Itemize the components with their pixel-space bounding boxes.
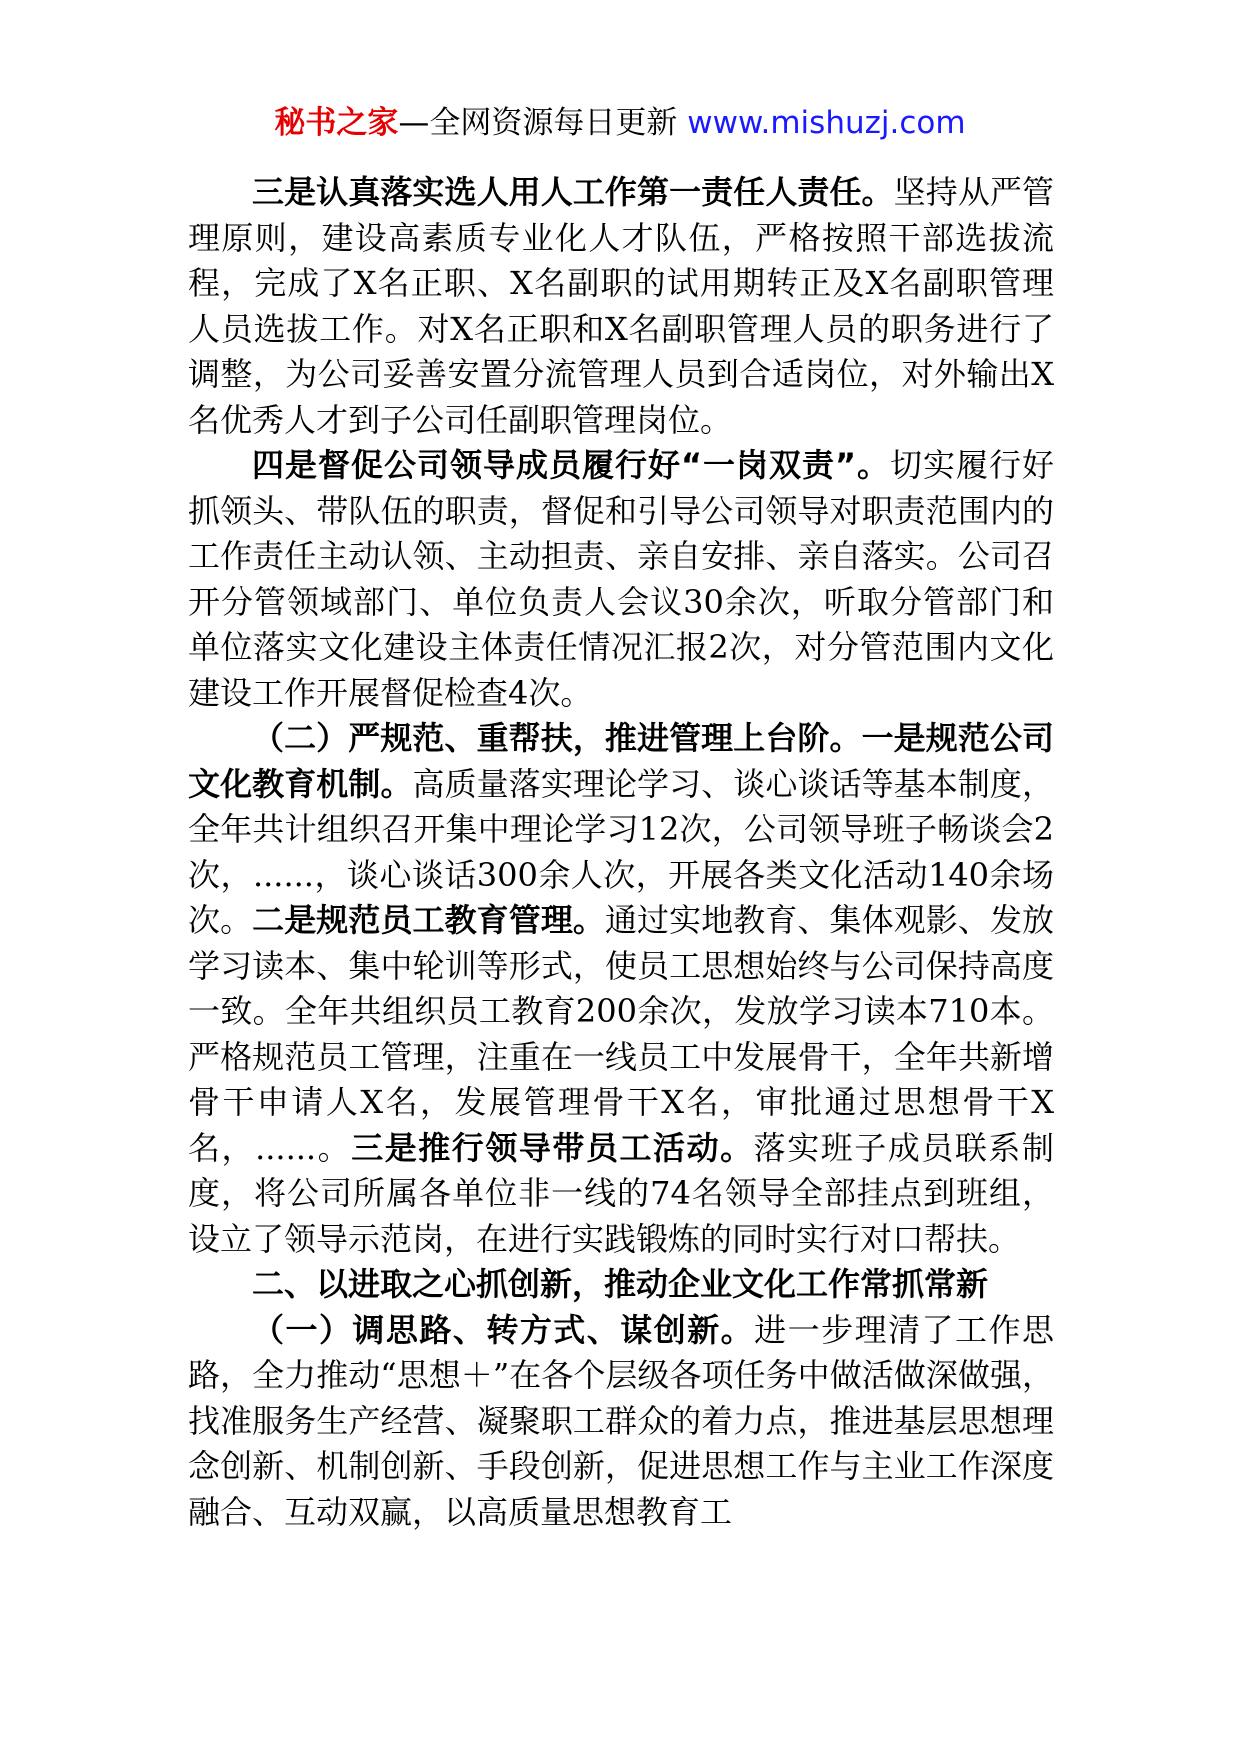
- section-heading: 二、以进取之心抓创新，推动企业文化工作常抓常新: [252, 1265, 989, 1303]
- paragraph-responsibility: [188, 170, 1054, 443]
- paragraph-text: 高质量落实理论学习、谈心谈话等基本制度，全年共计组织召开集中理论学习12次，公司领导班子畅谈会2次，......，谈心谈话300余人次，开展各类文化活动140余场次。: [188, 764, 1054, 939]
- site-url-link[interactable]: www.mishuzj.com: [687, 105, 966, 141]
- page-header: [0, 100, 1240, 146]
- paragraph-text: 进一步理清了工作思路，全力推动“思想＋”在各个层级各项任务中做活做深做强，找准服务生产经营、凝聚职工群众的着力点，推进基层思想理念创新、机制创新、手段创新，促进思想工作与主业工作深度融合、互动双赢，以高质量思想教育工: [188, 1310, 1054, 1531]
- paragraph-lead: 二是规范员工教育管理。: [252, 901, 605, 939]
- paragraph-lead: （二）严规范、重帮扶，推进管理上台阶。一是规范公司文化教育机制。: [188, 719, 1054, 803]
- paragraph-lead: 三是推行领导带员工活动。: [351, 1128, 754, 1167]
- paragraph-text: 坚持从严管理原则，建设高素质专业化人才队伍，严格按照干部选拔流程，完成了X名正职、X名副职的试用期转正及X名副职管理人员选拔工作。对X名正职和X名副职管理人员的职务进行了调整，为公司妥善安置分流管理人员到合适岗位，对外输出X名优秀人才到子公司任副职管理岗位。: [188, 173, 1054, 439]
- paragraph-lead: 三是认真落实选人用人工作第一责任人责任。: [252, 173, 894, 211]
- paragraph-text: 通过实地教育、集体观影、发放学习读本、集中轮训等形式，使员工思想始终与公司保持高度一致。全年共组织员工教育200余次，发放学习读本710本。严格规范员工管理，注重在一线员工中发展骨干，全年共新增骨干申请人X名，发展管理骨干X名，审批通过思想骨干X名，......。: [188, 901, 1054, 1167]
- paragraph-text: 切实履行好抓领头、带队伍的职责，督促和引导公司领导对职责范围内的工作责任主动认领、主动担责、亲自安排、亲自落实。公司召开分管领域部门、单位负责人会议30余次，听取分管部门和单位落实文化建设主体责任情况汇报2次，对分管范围内文化建设工作开展督促检查4次。: [188, 446, 1054, 712]
- paragraph-standardize: [188, 716, 1054, 1262]
- header-tagline: —全网资源每日更新: [398, 105, 688, 141]
- paragraph-innovation: [188, 1308, 1054, 1536]
- brand-name: 秘书之家: [274, 105, 399, 141]
- paragraph-text: 落实班子成员联系制度，将公司所属各单位非一线的74名领导全部挂点到班组，设立了领导示范岗，在进行实践锻炼的同时实行对口帮扶。: [188, 1128, 1054, 1258]
- paragraph-lead: （一）调思路、转方式、谋创新。: [252, 1310, 755, 1349]
- document-body: [188, 170, 1054, 1535]
- paragraph-dual-duty: [188, 443, 1054, 716]
- paragraph-lead: 四是督促公司领导成员履行好“一岗双责”。: [252, 446, 890, 484]
